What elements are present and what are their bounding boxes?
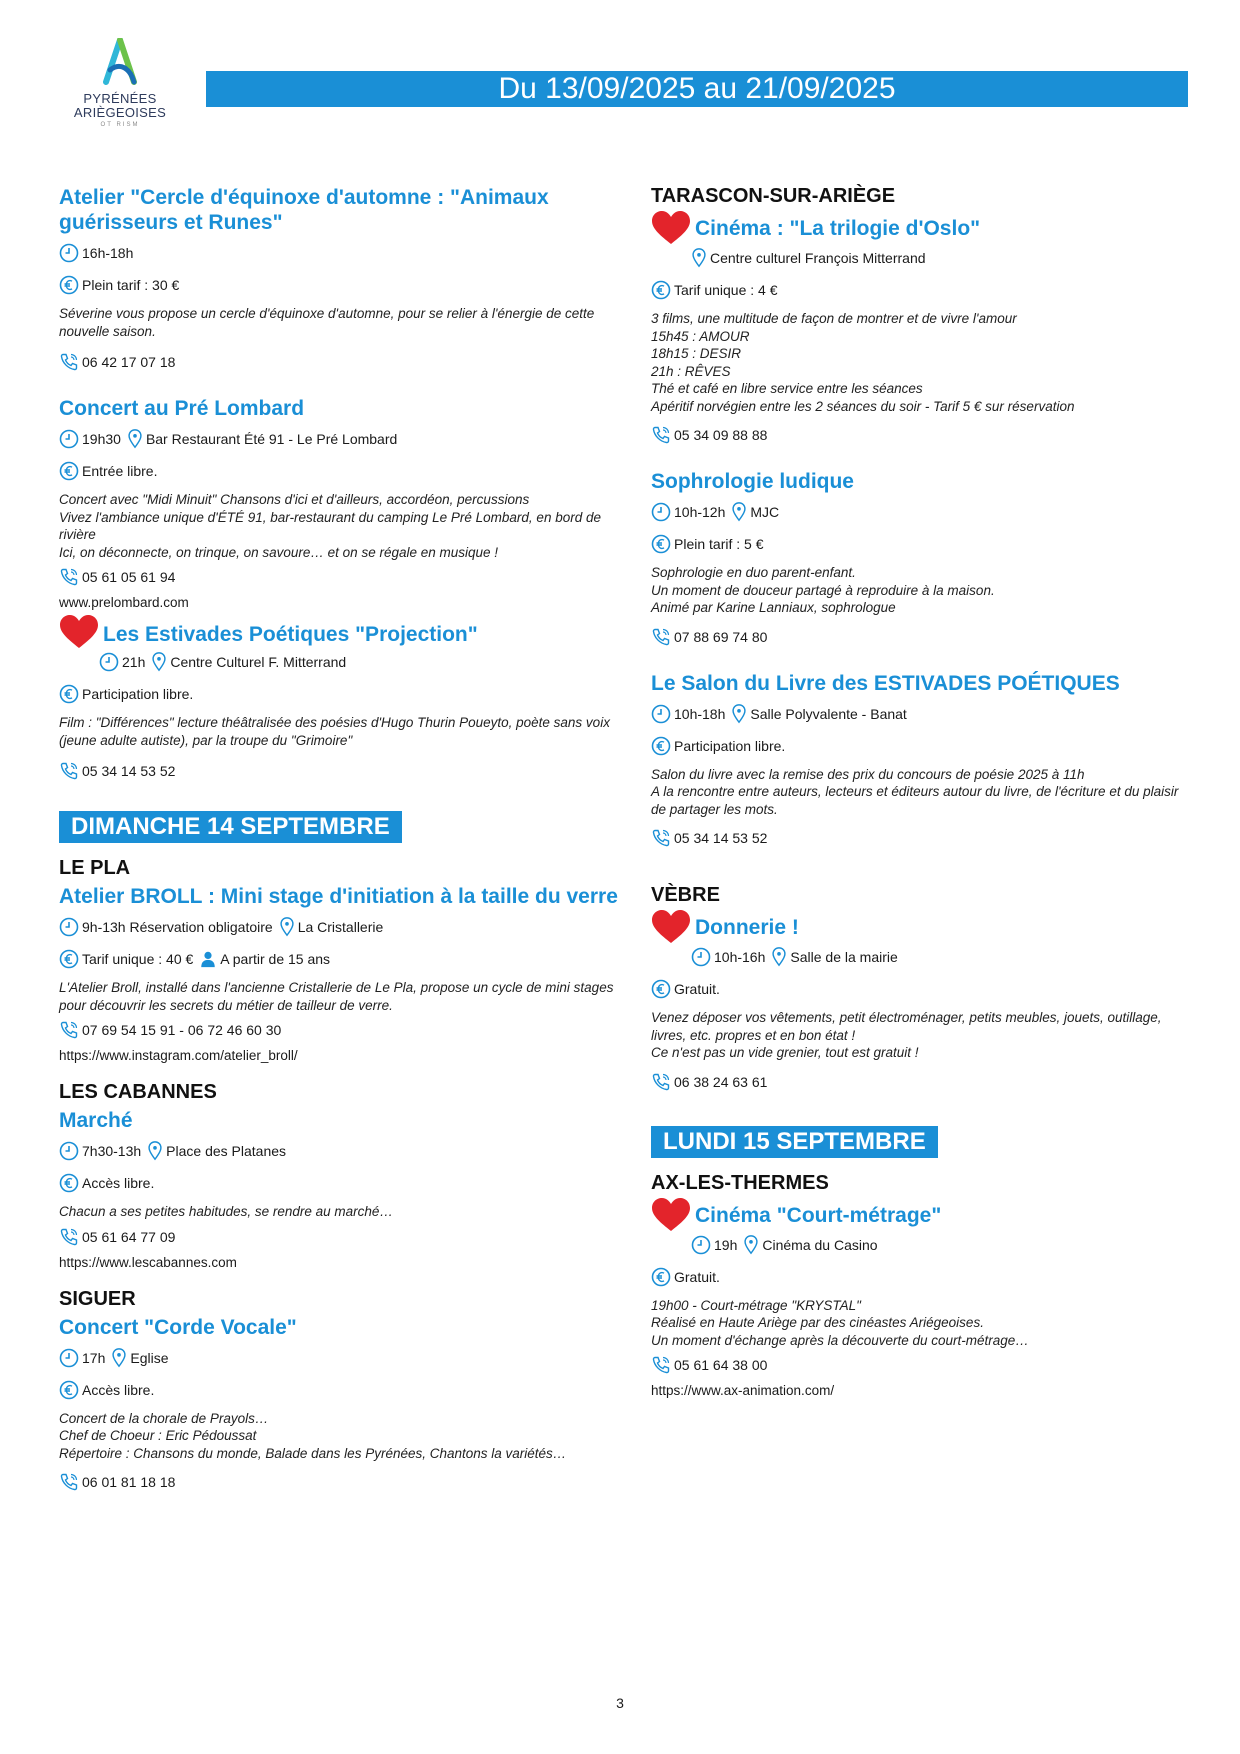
- event-price: Plein tarif : 5 €: [674, 536, 764, 552]
- logo-text-line2: ARIÈGEOISES: [73, 105, 167, 120]
- event-description: 19h00 - Court-métrage "KRYSTAL" Réalisé en Haute Ariège par des cinéastes Ariégeoises. Un moment d'échange après la découverte du court-métrage…: [651, 1297, 1029, 1348]
- event-estivades-projection: [59, 616, 619, 781]
- event-sophrologie-ludique: [651, 469, 1196, 647]
- euro-icon: [651, 534, 671, 554]
- location-pin-icon: [731, 704, 747, 724]
- euro-icon: [59, 275, 79, 295]
- clock-icon: [691, 947, 711, 967]
- clock-icon: [99, 652, 119, 672]
- euro-icon: [651, 979, 671, 999]
- event-time: 10h-16h: [714, 949, 766, 965]
- location-pin-icon: [691, 248, 707, 268]
- event-title: Atelier "Cercle d'équinoxe d'automne : "Animaux guérisseurs et Runes": [59, 186, 549, 234]
- euro-icon: [59, 461, 79, 481]
- event-place: Bar Restaurant Été 91 - Le Pré Lombard: [145, 431, 398, 447]
- event-price: Tarif unique : 4 €: [674, 282, 778, 298]
- event-time: 16h-18h: [82, 245, 134, 261]
- right-column: [651, 185, 1196, 1398]
- location-heading-le-pla: LE PLA: [59, 857, 131, 879]
- event-phone[interactable]: 06 42 17 07 18: [82, 354, 176, 370]
- phone-icon: [59, 1472, 79, 1492]
- person-icon: [199, 950, 217, 968]
- event-time: 19h30: [82, 431, 121, 447]
- location-heading-siguer: SIGUER: [59, 1287, 136, 1310]
- event-price: Tarif unique : 40 €: [82, 951, 194, 967]
- event-phone[interactable]: 05 34 09 88 88: [674, 427, 768, 443]
- event-price: Gratuit.: [674, 981, 720, 997]
- heart-icon: [651, 1197, 691, 1233]
- event-description: Concert avec "Midi Minuit" Chansons d'ici et d'ailleurs, accordéon, percussions Vivez l'ambiance unique d'ÉTÉ 91, bar-restaurant du camping Le Pré Lombard, en bord de rivière Ici, on déconnecte, on trinque, on savoure… et on se régale en musique !: [59, 492, 601, 560]
- event-description: 3 films, une multitude de façon de montrer et de vivre l'amour 15h45 : AMOUR 18h15 : DESIR 21h : RÊVES Thé et café en libre service entre les séances Apéritif norvégien entre les 2 séances du soir - Tarif 5 € sur réservation: [651, 311, 1075, 414]
- event-time: 7h30-13h: [82, 1143, 142, 1159]
- location-pin-icon: [147, 1141, 163, 1161]
- event-phone[interactable]: 05 61 05 61 94: [82, 569, 176, 585]
- event-price: Entrée libre.: [82, 463, 158, 479]
- event-cinema-trilogie-oslo: [651, 212, 1196, 445]
- event-donnerie: [651, 911, 1196, 1092]
- phone-icon: [651, 828, 671, 848]
- event-description: L'Atelier Broll, installé dans l'ancienne Cristallerie de Le Pla, propose un cycle de mini stages pour découvrir les secrets du métier de tailleur de verre.: [59, 980, 614, 1013]
- event-cercle-equinoxe: [59, 185, 619, 372]
- location-heading-les-cabannes: LES CABANNES: [59, 1081, 217, 1103]
- event-title: Le Salon du Livre des ESTIVADES POÉTIQUES: [651, 671, 1120, 695]
- event-title: Concert "Corde Vocale": [59, 1315, 297, 1339]
- event-description: Sophrologie en duo parent-enfant. Un moment de douceur partagé à reproduire à la maison. Animé par Karine Lanniaux, sophrologue: [651, 565, 995, 615]
- phone-icon: [59, 761, 79, 781]
- day-header-lundi: LUNDI 15 SEPTEMBRE: [651, 1126, 938, 1158]
- event-time: 10h-12h: [674, 504, 726, 520]
- location-pin-icon: [743, 1235, 759, 1255]
- phone-icon: [59, 1020, 79, 1040]
- event-phone[interactable]: 07 69 54 15 91 - 06 72 46 60 30: [82, 1022, 282, 1038]
- event-price: Gratuit.: [674, 1268, 720, 1285]
- event-price: Plein tarif : 30 €: [82, 277, 180, 293]
- event-place: Centre Culturel F. Mitterrand: [170, 654, 347, 670]
- event-phone[interactable]: 06 38 24 63 61: [674, 1073, 768, 1090]
- phone-icon: [651, 425, 671, 445]
- event-price: Accès libre.: [82, 1381, 155, 1398]
- event-phone[interactable]: 07 88 69 74 80: [674, 628, 768, 645]
- day-header-dimanche: DIMANCHE 14 SEPTEMBRE: [59, 811, 402, 843]
- euro-icon: [59, 949, 79, 969]
- event-title: Les Estivades Poétiques "Projection": [103, 623, 478, 646]
- phone-icon: [59, 1227, 79, 1247]
- event-title: Concert au Pré Lombard: [59, 397, 305, 420]
- date-range-banner: Du 13/09/2025 au 21/09/2025: [206, 71, 1188, 107]
- location-heading-tarascon: TARASCON-SUR-ARIÈGE: [651, 185, 896, 207]
- phone-icon: [651, 1355, 671, 1375]
- event-salon-du-livre: [651, 671, 1196, 849]
- euro-icon: [651, 736, 671, 756]
- location-heading-ax-les-thermes: AX-LES-THERMES: [651, 1171, 829, 1194]
- event-place: Cinéma du Casino: [762, 1236, 878, 1253]
- event-website-link[interactable]: www.prelombard.com: [59, 595, 189, 610]
- location-pin-icon: [127, 429, 143, 449]
- event-website-link[interactable]: https://www.ax-animation.com/: [651, 1383, 835, 1398]
- clock-icon: [59, 1141, 79, 1161]
- event-title: Cinéma "Court-métrage": [695, 1203, 942, 1227]
- clock-icon: [59, 917, 79, 937]
- event-place: La Cristallerie: [297, 919, 384, 935]
- event-price: Participation libre.: [82, 686, 194, 702]
- event-phone[interactable]: 05 61 64 38 00: [674, 1357, 768, 1373]
- event-time: 21h: [122, 654, 146, 670]
- event-cinema-court-metrage: [651, 1199, 1196, 1399]
- event-phone[interactable]: 06 01 81 18 18: [82, 1474, 176, 1490]
- heart-icon: [651, 210, 691, 246]
- event-place: Salle de la mairie: [790, 949, 898, 965]
- event-time: 19h: [714, 1236, 738, 1253]
- location-heading-vebre: VÈBRE: [651, 884, 720, 906]
- event-title: Sophrologie ludique: [651, 470, 854, 493]
- euro-icon: [59, 1380, 79, 1400]
- event-description: Salon du livre avec la remise des prix du concours de poésie 2025 à 11h A la rencontre entre auteurs, lecteurs et éditeurs autour du livre, de l'écriture et du plaisir de partager les mots.: [651, 766, 1179, 817]
- location-pin-icon: [771, 947, 787, 967]
- event-place: Salle Polyvalente - Banat: [750, 705, 907, 722]
- event-marche: [59, 1108, 619, 1270]
- event-description: Concert de la chorale de Prayols… Chef de Choeur : Eric Pédoussat Répertoire : Chansons du monde, Balade dans les Pyrénées, Chantons la variétés…: [59, 1410, 567, 1461]
- clock-icon: [59, 1348, 79, 1368]
- event-place: Centre culturel François Mitterrand: [710, 250, 926, 266]
- event-time: 17h: [82, 1349, 106, 1366]
- event-concert-pre-lombard: [59, 396, 619, 610]
- event-time: 10h-18h: [674, 705, 726, 722]
- euro-icon: [651, 280, 671, 300]
- event-place: Eglise: [130, 1349, 169, 1366]
- event-title: Marché: [59, 1109, 133, 1132]
- event-time: 9h-13h Réservation obligatoire: [82, 919, 273, 935]
- clock-icon: [691, 1235, 711, 1255]
- event-price: Participation libre.: [674, 737, 786, 754]
- event-age: A partir de 15 ans: [220, 951, 331, 967]
- clock-icon: [651, 704, 671, 724]
- logo-text-line3: OT RISM: [100, 122, 140, 128]
- event-phone[interactable]: 05 34 14 53 52: [82, 763, 176, 779]
- event-place: Place des Platanes: [166, 1143, 287, 1159]
- event-title: Atelier BROLL : Mini stage d'initiation à la taille du verre: [59, 885, 618, 908]
- event-phone[interactable]: 05 61 64 77 09: [82, 1228, 176, 1245]
- event-website-link[interactable]: https://www.lescabannes.com: [59, 1254, 237, 1270]
- event-description: Séverine vous propose un cercle d'équinoxe d'automne, pour se relier à l'énergie de cette nouvelle saison.: [59, 306, 595, 339]
- event-price: Accès libre.: [82, 1175, 155, 1191]
- event-atelier-broll: [59, 884, 619, 1063]
- location-pin-icon: [151, 652, 167, 672]
- clock-icon: [651, 502, 671, 522]
- clock-icon: [59, 429, 79, 449]
- euro-icon: [59, 684, 79, 704]
- event-place: MJC: [750, 504, 780, 520]
- location-pin-icon: [731, 502, 747, 522]
- location-pin-icon: [279, 917, 295, 937]
- heart-icon: [651, 909, 691, 945]
- event-description: Film : "Différences" lecture théâtralisée des poésies d'Hugo Thurin Poueyto, poète sans voix (jeune adulte autiste), par la troupe du "Grimoire": [59, 715, 610, 748]
- euro-icon: [59, 1173, 79, 1193]
- phone-icon: [59, 352, 79, 372]
- logo-mark-icon: [100, 38, 140, 92]
- event-title: Donnerie !: [695, 916, 799, 939]
- clock-icon: [59, 243, 79, 263]
- logo: [70, 38, 170, 128]
- event-website-link[interactable]: https://www.instagram.com/atelier_broll/: [59, 1048, 298, 1063]
- heart-icon: [59, 614, 99, 650]
- event-concert-corde-vocale: [59, 1315, 619, 1493]
- phone-icon: [651, 627, 671, 647]
- left-column: [59, 185, 619, 1492]
- phone-icon: [59, 567, 79, 587]
- event-description: Venez déposer vos vêtements, petit électroménager, petits meubles, jouets, outillage, livres, etc. propres et en bon état ! Ce n'est pas un vide grenier, tout est gratuit !: [651, 1010, 1162, 1060]
- page-number: 3: [616, 1695, 624, 1711]
- logo-text-line1: PYRÉNÉES: [83, 91, 157, 106]
- event-description: Chacun a ses petites habitudes, se rendre au marché…: [59, 1204, 393, 1219]
- event-phone[interactable]: 05 34 14 53 52: [674, 830, 768, 846]
- location-pin-icon: [111, 1348, 127, 1368]
- event-title: Cinéma : "La trilogie d'Oslo": [695, 217, 981, 240]
- phone-icon: [651, 1072, 671, 1092]
- euro-icon: [651, 1267, 671, 1287]
